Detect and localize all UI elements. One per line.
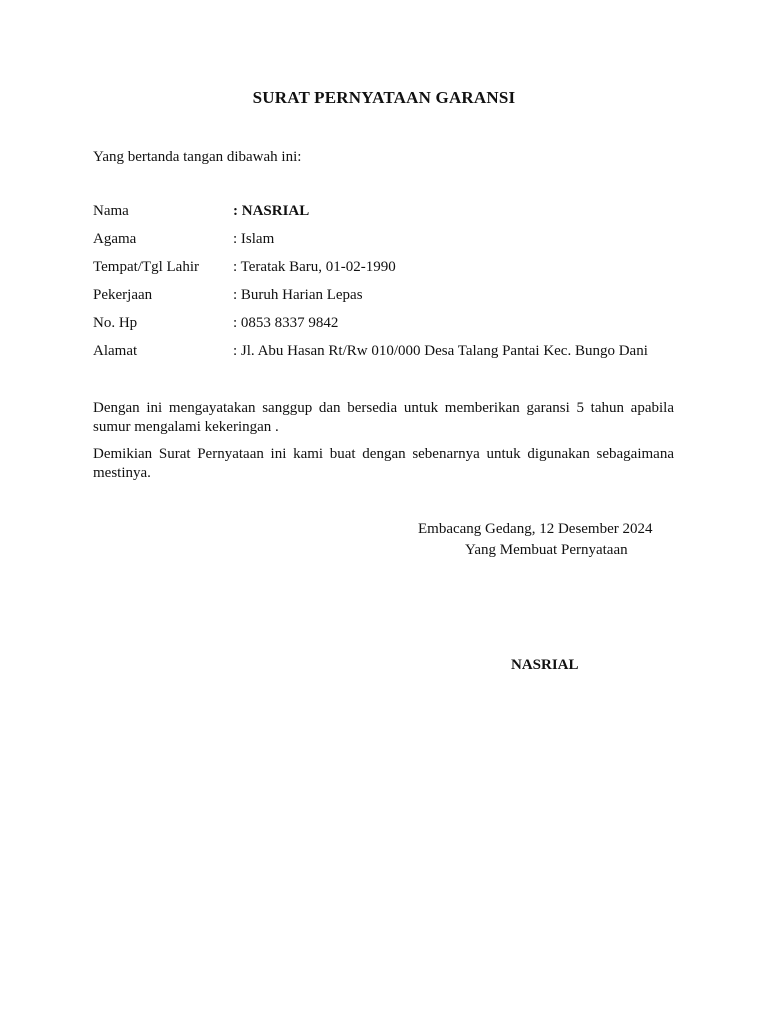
intro-text: Yang bertanda tangan dibawah ini: [93,149,302,165]
field-row-phone [93,315,693,343]
identity-fields [93,203,693,371]
field-value-job: : Buruh Harian Lepas [233,287,363,303]
maker-label: Yang Membuat Pernyataan [465,542,628,558]
field-value-name: : NASRIAL [233,203,310,219]
field-value-phone: : 0853 8337 9842 [233,315,339,331]
field-label: Tempat/Tgl Lahir [93,259,199,275]
field-value-religion: : Islam [233,231,275,247]
field-label: Pekerjaan [93,287,153,303]
field-label: Agama [93,231,137,247]
signer-name: NASRIAL [511,657,579,673]
statement-paragraph: Dengan ini mengayatakan sanggup dan bersedia untuk memberikan garansi 5 tahun apabila sumur mengalami kekeringan . [93,400,674,435]
field-label: Nama [93,203,129,219]
field-row-job [93,287,693,315]
field-label: No. Hp [93,315,138,331]
field-row-nama [93,203,693,231]
closing-paragraph: Demikian Surat Pernyataan ini kami buat dengan sebenarnya untuk digunakan sebagaimana mestinya. [93,446,674,481]
field-value-address: : Jl. Abu Hasan Rt/Rw 010/000 Desa Talang Pantai Kec. Bungo Dani [233,343,648,359]
field-row-birth [93,259,693,287]
field-row-address [93,343,693,371]
place-date: Embacang Gedang, 12 Desember 2024 [418,521,653,537]
document-title: SURAT PERNYATAAN GARANSI [252,88,516,107]
field-label: Alamat [93,343,138,359]
field-value-birth: : Teratak Baru, 01-02-1990 [233,259,396,275]
field-row-agama [93,231,693,259]
